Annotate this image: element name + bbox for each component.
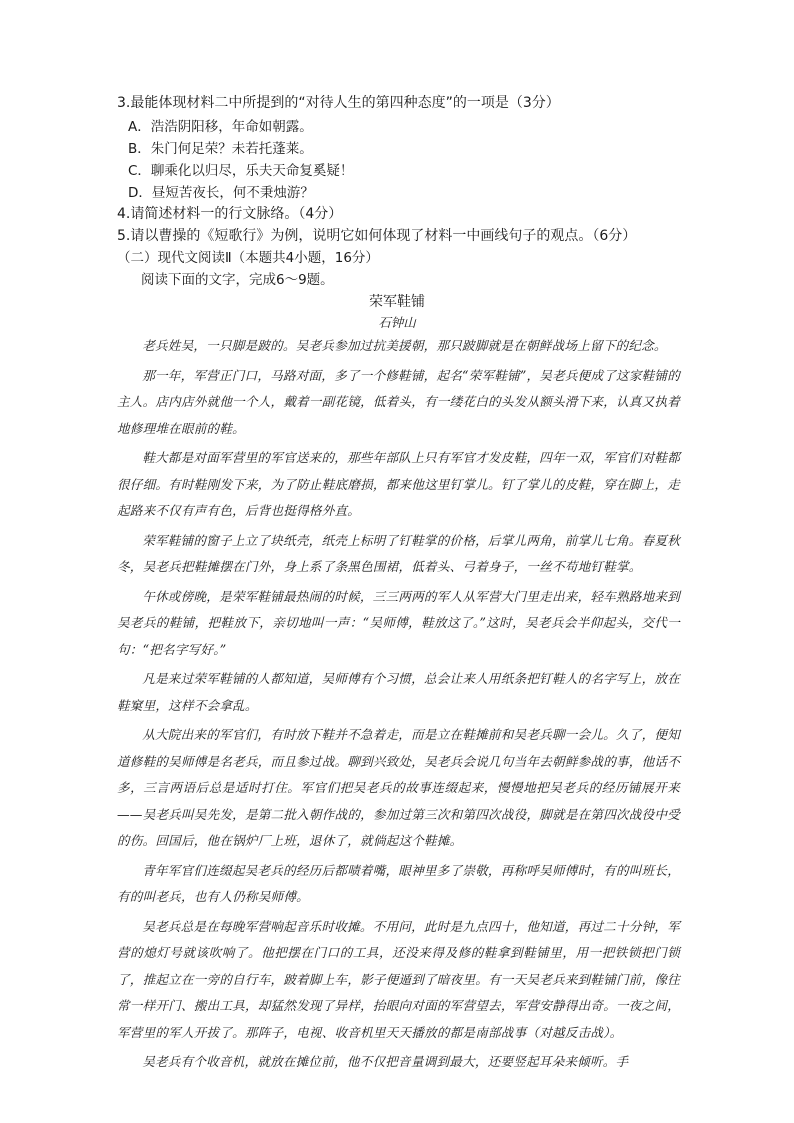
reading-instruction: 阅读下面的文字，完成6～9题。: [141, 272, 334, 288]
article-paragraph: 那一年，军营正门口，马路对面，多了一个修鞋铺，起名“荣军鞋铺”，吴老兵便成了这家鞋铺的主人。店内店外就他一个人，戴着一副花镜，低着头，有一缕花白的头发从额头滑下来，认真又执着地修理堆在眼前的鞋。: [117, 367, 681, 436]
article-paragraph: 午休或傍晚，是荣军鞋铺最热闹的时候，三三两两的军人从军营大门里走出来，轻车熟路地来到吴老兵的鞋铺，把鞋放下，亲切地叫一声：“吴师傅，鞋放这了。”这时，吴老兵会半仰起头，交代一句：“把名字写好。”: [117, 588, 680, 657]
article-title: 荣军鞋铺: [369, 294, 425, 310]
question-5: 5.请以曹操的《短歌行》为例，说明它如何体现了材料一中画线句子的观点。（6分）: [117, 228, 637, 244]
option-b: B．朱门何足荣？未若托蓬莱。: [128, 141, 313, 157]
option-d: D．昼短苦夜长，何不秉烛游？: [128, 185, 314, 201]
article-body: [117, 333, 680, 1079]
article-paragraph: 吴老兵总是在每晚军营响起音乐时收摊。不用问，此时是九点四十，他知道，再过二十分钟，军营的熄灯号就该吹响了。他把摆在门口的工具，还没来得及修的鞋拿到鞋铺里，用一把铁锁把门锁了，推起立在一旁的自行车，跛着脚上车，影子便遁到了暗夜里。有一天吴老兵来到鞋铺门前，像往常一样开门、搬出工具，却猛然发现了异样，抬眼向对面的军营望去，军营安静得出奇。一夜之间，军营里的军人开拔了。那阵子，电视、收音机里天天播放的都是南部战事（对越反击战）。: [117, 918, 680, 1040]
article-paragraph: 青年军官们连缀起吴老兵的经历后都啧着嘴，眼神里多了崇敬，再称呼吴师傅时，有的叫班长，有的叫老兵，也有人仍称吴师傅。: [117, 862, 680, 904]
option-a: A．浩浩阴阳移，年命如朝露。: [128, 119, 313, 135]
question-3: 3.最能体现材料二中所提到的“对待人生的第四种态度”的一项是（3分）: [117, 95, 560, 111]
option-c: C．聊乘化以归尽，乐夫天命复奚疑！: [128, 163, 354, 179]
article-paragraph: 荣军鞋铺的窗子上立了块纸壳，纸壳上标明了钉鞋掌的价格，后掌儿两角，前掌儿七角。春夏秋冬，吴老兵把鞋摊摆在门外，身上系了条黑色围裙，低着头、弓着身子，一丝不苟地钉鞋掌。: [117, 532, 680, 574]
article-paragraph: 鞋大都是对面军营里的军官送来的，那些年部队上只有军官才发皮鞋，四年一双，军官们对鞋都很仔细。有时鞋刚发下来，为了防止鞋底磨损，都来他这里钉掌儿。钉了掌儿的皮鞋，穿在脚上，走起路来不仅有声有色，后背也挺得格外直。: [117, 450, 680, 518]
article-paragraph: 吴老兵有个收音机，就放在摊位前，他不仅把音量调到最大，还要竖起耳朵来倾听。手: [142, 1054, 629, 1069]
section-heading: （二）现代文阅读Ⅱ（本题共4小题，16分）: [117, 250, 379, 266]
article-author: 石钟山: [378, 315, 416, 330]
article-paragraph: 从大院出来的军官们，有时放下鞋并不急着走，而是立在鞋摊前和吴老兵聊一会儿。久了，便知道修鞋的吴师傅是名老兵，而且参过战。聊到兴致处，吴老兵会说几句当年去朝鲜参战的事，他话不多，三言两语后总是适时打住。军官们把吴老兵的故事连缀起来，慢慢地把吴老兵的经历铺展开来——吴老兵叫吴先发，是第二批入朝作战的，参加过第三次和第四次战役，脚就是在第四次战役中受的伤。回国后，他在锅炉厂上班，退休了，就倘起这个鞋摊。: [117, 727, 680, 848]
article-paragraph: 凡是来过荣军鞋铺的人都知道，吴师傅有个习惯，总会让来人用纸条把钉鞋人的名字写上，放在鞋窠里，这样不会拿乱。: [117, 671, 680, 713]
article-paragraph: 老兵姓吴，一只脚是跛的。吴老兵参加过抗美援朝，那只跛脚就是在朝鲜战场上留下的纪念。: [142, 338, 667, 353]
question-4: 4.请简述材料一的行文脉络。（4分）: [117, 206, 343, 222]
